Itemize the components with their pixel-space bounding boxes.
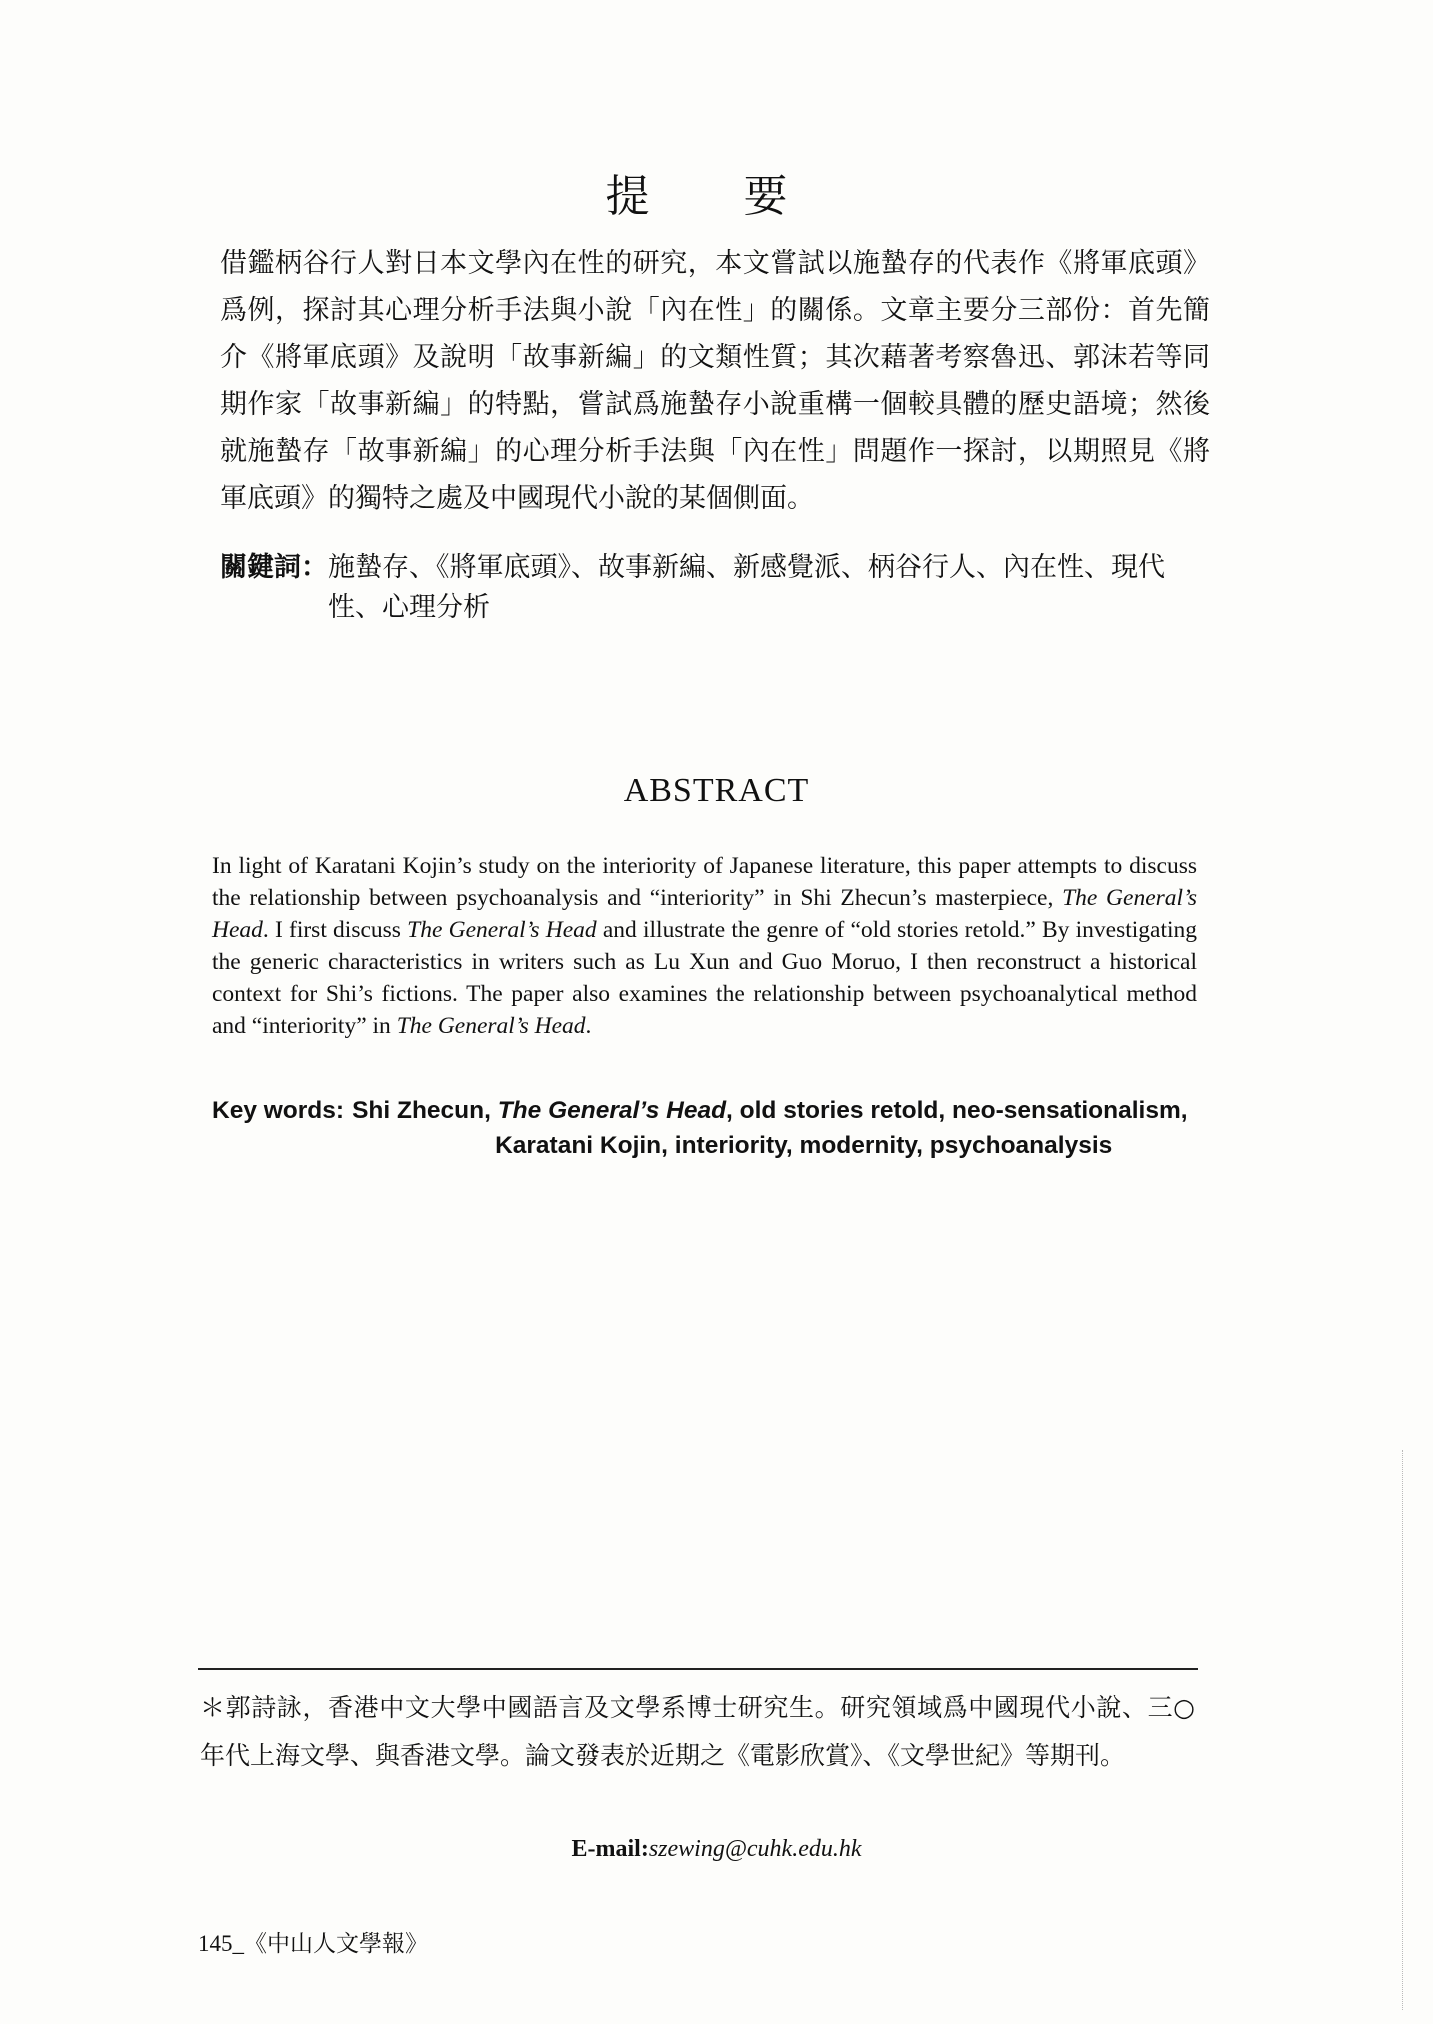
english-keywords-label: Key words:: [212, 1097, 345, 1124]
abstract-text-part-1: In light of Karatani Kojin’s study on the interiority of Japanese literature, this paper attempts to discuss the relationship between psychoanalysis and “interiority” in Shi Zhecun’s masterpiece,: [212, 853, 1197, 911]
email-label: E-mail:: [571, 1836, 649, 1862]
work-title: The General’s Head: [407, 917, 597, 943]
english-keywords: [212, 1093, 1197, 1163]
chinese-keywords-label: 關鍵詞：: [220, 552, 328, 583]
scan-edge-mark: [1402, 1450, 1403, 2010]
journal-name: 《中山人文學報》: [244, 1931, 428, 1956]
chinese-abstract-title: 提 要: [605, 171, 828, 222]
author-footnote: ＊郭詩詠，香港中文大學中國語言及文學系博士研究生。研究領域爲中國現代小說、三○年代上海文學、與香港文學。論文發表於近期之《電影欣賞》、《文學世紀》等期刊。: [200, 1693, 1195, 1770]
footnote-divider: [198, 1668, 1198, 1670]
abstract-text-part-2: . I first discuss: [262, 917, 408, 943]
chinese-keywords: [220, 548, 1210, 628]
work-title: The General’s Head: [396, 1013, 586, 1039]
keywords-work-title: The General’s Head: [497, 1097, 727, 1124]
page-number: 145_: [198, 1931, 244, 1956]
english-keywords-list: [352, 1093, 1197, 1163]
abstract-text-part-4: .: [585, 1013, 592, 1039]
author-email: [0, 1836, 1433, 1863]
page-footer: [198, 1925, 428, 1958]
work-title: The General’s Head: [212, 885, 1197, 943]
keywords-part-2: , old stories retold, neo-sensationalism, Karatani Kojin, interiority, modernity, psychoanalysis: [495, 1097, 1188, 1159]
chinese-abstract-body: [220, 240, 1210, 522]
chinese-keywords-list: 施蟄存、《將軍底頭》、故事新編、新感覺派、柄谷行人、內在性、現代性、心理分析: [328, 552, 1165, 623]
english-abstract-title: ABSTRACT: [623, 772, 810, 809]
email-address[interactable]: szewing@cuhk.edu.hk: [648, 1836, 862, 1862]
chinese-abstract-text: 借鑑柄谷行人對日本文學內在性的研究，本文嘗試以施蟄存的代表作《將軍底頭》爲例，探討其心理分析手法與小說「內在性」的關係。文章主要分三部份：首先簡介《將軍底頭》及說明「故事新編」的文類性質；其次藉著考察魯迅、郭沫若等同期作家「故事新編」的特點，嘗試爲施蟄存小說重構一個較具體的歷史語境；然後就施蟄存「故事新編」的心理分析手法與「內在性」問題作一探討，以期照見《將軍底頭》的獨特之處及中國現代小說的某個側面。: [220, 248, 1210, 514]
keywords-part-1: Shi Zhecun,: [352, 1097, 498, 1124]
abstract-text-part-3: and illustrate the genre of “old stories retold.” By investigating the generic characteristics in writers such as Lu Xun and Guo Moruo, I then reconstruct a historical context for Shi’s fictions. The paper also examines the relationship between psychoanalytical method and “interiority” in: [212, 917, 1198, 1039]
english-abstract-body: [212, 850, 1197, 1042]
